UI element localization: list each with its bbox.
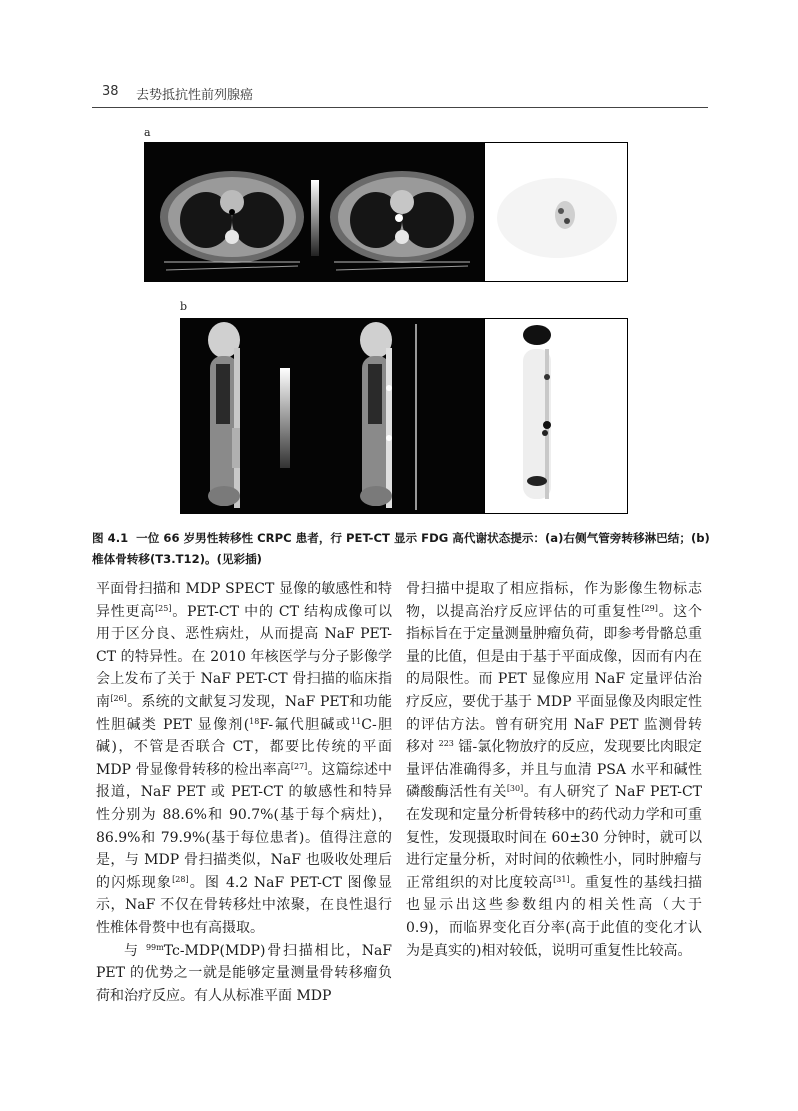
body-paragraph — [96, 940, 392, 1008]
citation-superscript: [31] — [553, 874, 570, 884]
body-text-run: 骨扫描中提取了相应指标，作为影像生物标志物，以提高治疗反应评估的可重复性 — [406, 581, 702, 620]
body-text-run: 。图 4.2 NaF PET-CT 图像显示，NaF 不仅在骨转移灶中浓聚，在良性退行性椎体骨赘中也有高摄取。 — [96, 874, 392, 936]
figure-caption — [92, 528, 712, 570]
figure-caption-text: 一位 66 岁男性转移性 CRPC 患者，行 PET-CT 显示 FDG 高代谢状态提示：(a)右侧气管旁转移淋巴结；(b)椎体骨转移(T3.T12)。(见彩插) — [92, 531, 710, 566]
body-text-run: 。有人研究了 NaF PET-CT 在发现和定量分析骨转移中的药代动力学和可重复性，发现摄取时间在 60±30 分钟时，就可以进行定量分析，对时间的依赖性小，同时肿瘤与正常组织的对比度较高 — [406, 784, 703, 891]
pet-axial-image — [484, 142, 628, 282]
pet-sagittal-image — [484, 318, 628, 514]
page-number: 38 — [102, 84, 119, 99]
body-paragraph — [96, 578, 392, 940]
body-text-run: C-胆碱)，不管是否联合 CT，都要比传统的平面 MDP 骨显像骨转移的检出率高 — [96, 716, 392, 778]
citation-superscript: [25] — [155, 603, 172, 613]
citation-superscript: 223 — [438, 739, 454, 749]
body-text-run: 平面骨扫描和 MDP SPECT 显像的敏感性和特异性更高 — [96, 581, 392, 620]
body-text-run: F-氟代胆碱或 — [259, 716, 352, 733]
body-text-run: 。这篇综述中报道，NaF PET 或 PET-CT 的敏感性和特异性分别为 88.6%和 90.7%(基于每个病灶)，86.9%和 79.9%(基于每位患者)。值得注意的是，与 MDP 骨扫描类似，NaF 也吸收处理后的闪烁现象 — [96, 761, 392, 891]
citation-superscript: [27] — [290, 761, 308, 771]
body-right-column — [406, 578, 702, 962]
body-text-run: 。PET-CT 中的 CT 结构成像可以用于区分良、恶性病灶，从而提高 NaF PET-CT 的特异性。在 2010 年核医学与分子影像学会上发布了关于 NaF PET-CT 骨扫描的临床指南 — [96, 603, 393, 710]
ct-sagittal-image — [180, 318, 484, 514]
ct-axial-image — [144, 142, 484, 282]
body-text-run: 与 — [124, 942, 146, 959]
panel-b-label: b — [180, 300, 188, 313]
body-text-run: 。系统的文献复习发现，NaF PET和功能性胆碱类 PET 显像剂( — [96, 693, 392, 733]
citation-superscript: 18 — [249, 716, 260, 726]
figure-caption-label: 图 4.1 — [92, 531, 129, 545]
header-rule — [92, 107, 708, 108]
citation-superscript: [30] — [506, 784, 524, 794]
body-paragraph — [406, 578, 702, 962]
body-text-run: 镭-氯化物放疗的反应，发现要比肉眼定量评估准确得多，并且与血清 PSA 水平和碱性磷酸酶活性有关 — [406, 739, 702, 801]
book-title: 去势抵抗性前列腺癌 — [136, 88, 254, 103]
body-text-run: 。重复性的基线扫描也显示出这些参数组内的相关性高（大于 0.9)，而临界变化百分率(高于此值的变化才认为是真实的)相对较低，说明可重复性比较高。 — [406, 874, 703, 959]
citation-superscript: 11 — [351, 716, 362, 726]
citation-superscript: [26] — [110, 693, 127, 703]
body-left-column — [96, 578, 392, 1007]
running-header — [92, 84, 708, 106]
citation-superscript: [29] — [641, 603, 658, 613]
body-text-run: Tc-MDP(MDP)骨扫描相比，NaF PET 的优势之一就是能够定量测量骨转移瘤负荷和治疗反应。有人从标准平面 MDP — [96, 942, 393, 1004]
body-text-run: 。这个指标旨在于定量测量肿瘤负荷，即参考骨骼总重量的比值，但是由于基于平面成像，因而有内在的局限性。而 PET 显像应用 NaF 定量评估治疗反应，要优于基于 MDP 平面显像及肉眼定性的评估方法。曾有研究用 NaF PET 监测骨转移对 — [406, 603, 703, 756]
citation-superscript: 99m — [145, 942, 164, 952]
panel-a-label: a — [144, 126, 151, 139]
citation-superscript: [28] — [172, 874, 189, 884]
